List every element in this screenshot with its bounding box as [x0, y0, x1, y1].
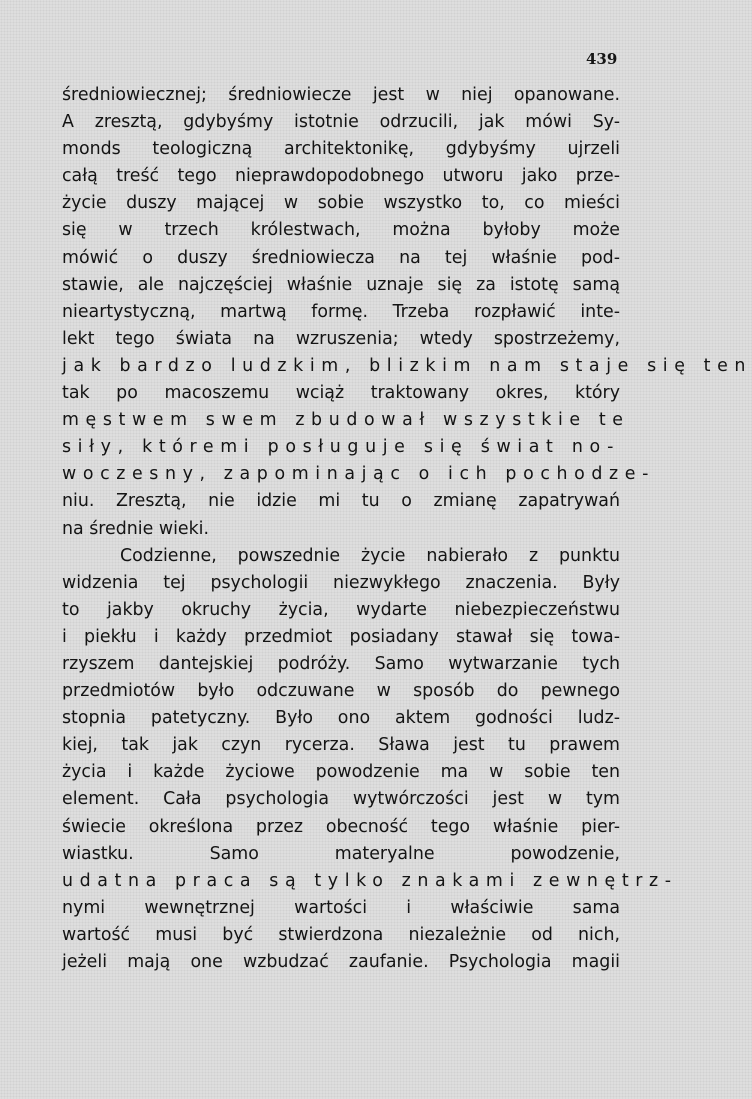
text-line: życie duszy mającej w sobie wszystko to, co mieści	[62, 193, 620, 214]
body-text	[62, 82, 752, 976]
text-line: stawie, ale najczęściej właśnie uznaje się za istotę samą	[62, 274, 620, 295]
text-line: monds teologiczną architektonikę, gdybyśmy ujrzeli	[62, 139, 620, 160]
text-line: mówić o duszy średniowiecza na tej właśnie pod-	[62, 247, 620, 268]
text-line: rzyszem dantejskiej podróży. Samo wytwarzanie tych	[62, 653, 620, 674]
text-line: tak po macoszemu wciąż traktowany okres, który	[62, 383, 620, 404]
text-line: lekt tego świata na wzruszenia; wtedy spostrzeżemy,	[62, 328, 620, 349]
text-line: stopnia patetyczny. Było ono aktem godności ludz-	[62, 708, 620, 729]
text-line: na średnie wieki.	[62, 518, 210, 539]
text-line: wiastku. Samo materyalne powodzenie,	[62, 843, 620, 864]
text-line: i piekłu i każdy przedmiot posiadany stawał się towa-	[62, 626, 620, 647]
text-line: jak bardzo ludzkim, blizkim nam staje się ten	[62, 355, 752, 376]
text-line: niu. Zresztą, nie idzie mi tu o zmianę zapatrywań	[62, 491, 620, 512]
text-line: to jakby okruchy życia, wydarte niebezpieczeństwu	[62, 599, 620, 620]
text-line: udatna praca są tylko znakami zewnętrz-	[62, 870, 678, 891]
text-line: średniowiecznej; średniowiecze jest w niej opanowane.	[62, 85, 620, 105]
text-line: widzenia tej psychologii niezwykłego znaczenia. Były	[62, 572, 620, 593]
text-line: świecie określona przez obecność tego właśnie pier-	[62, 816, 620, 837]
text-line: przedmiotów było odczuwane w sposób do pewnego	[62, 681, 620, 702]
text-line: wartość musi być stwierdzona niezależnie od nich,	[62, 924, 620, 945]
text-line: Codzienne, powszednie życie nabierało z punktu	[120, 545, 620, 566]
text-line: element. Cała psychologia wytwórczości jest w tym	[62, 789, 620, 810]
text-line: męstwem swem zbudował wszystkie te	[62, 410, 630, 431]
text-line: A zresztą, gdybyśmy istotnie odrzucili, jak mówi Sy-	[62, 112, 620, 133]
text-line: życia i każde życiowe powodzenie ma w sobie ten	[62, 762, 620, 783]
text-line: nieartystyczną, martwą formę. Trzeba rozpławić inte-	[62, 301, 620, 322]
page-number: 439	[586, 50, 618, 68]
text-line: jeżeli mają one wzbudzać zaufanie. Psychologia magii	[62, 952, 620, 972]
text-line: siły, któremi posługuje się świat no-	[62, 437, 620, 458]
text-line: woczesny, zapominając o ich pochodze-	[62, 464, 655, 485]
text-line: kiej, tak jak czyn rycerza. Sława jest tu prawem	[62, 735, 620, 756]
text-line: się w trzech królestwach, można byłoby może	[62, 220, 620, 241]
text-line: całą treść tego nieprawdopodobnego utworu jako prze-	[62, 166, 620, 187]
text-line: nymi wewnętrznej wartości i właściwie sama	[62, 897, 620, 918]
